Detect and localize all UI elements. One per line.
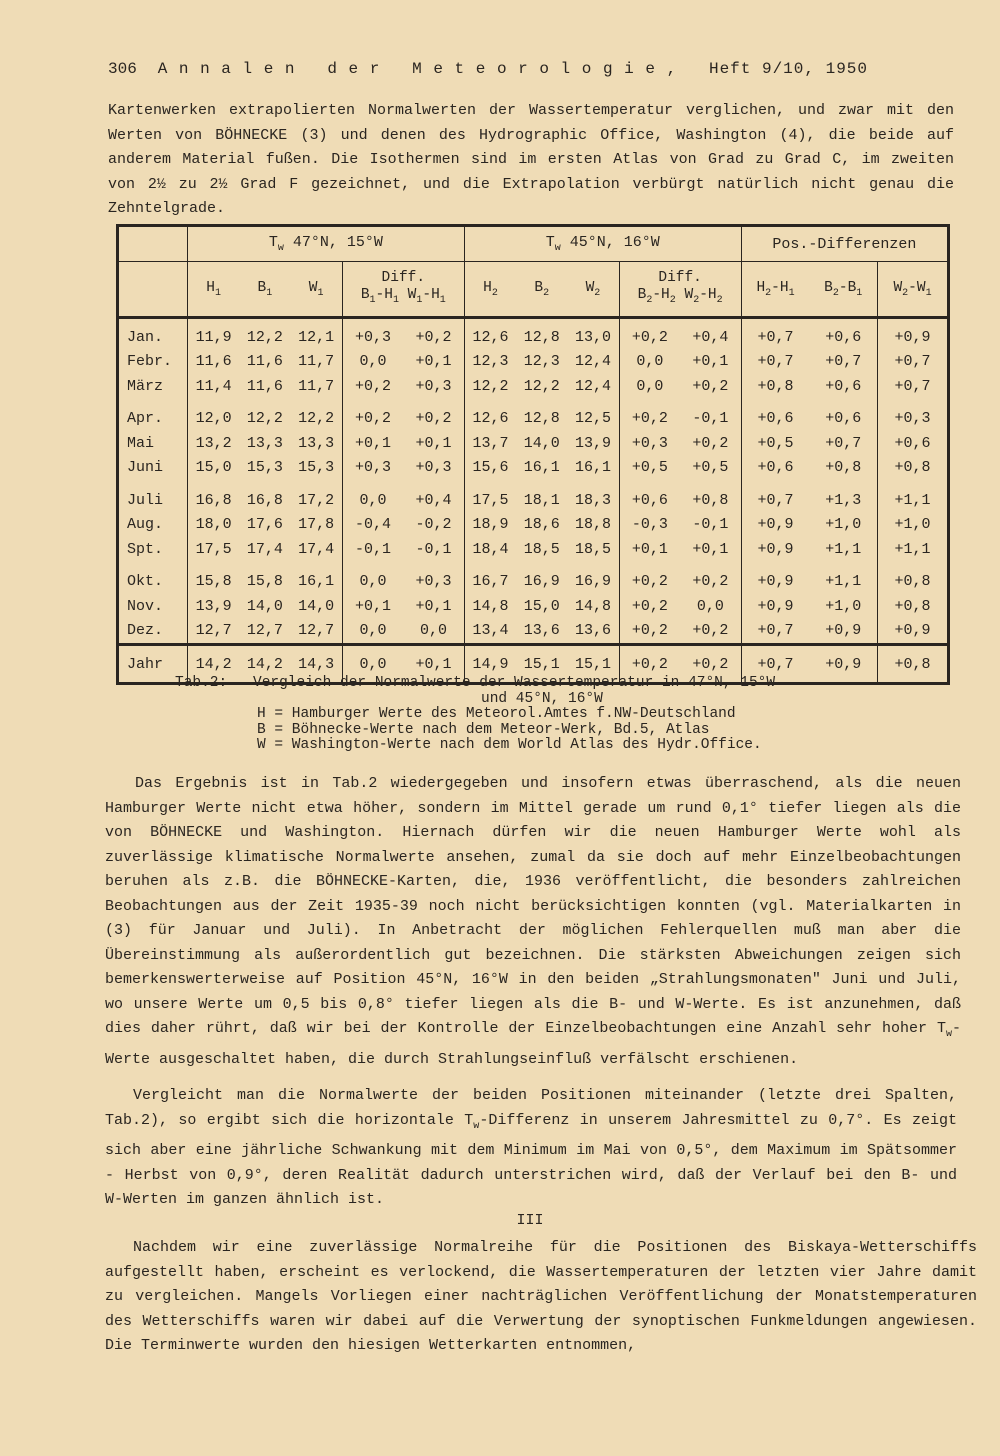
- table-cell: +0,2: [415, 328, 452, 346]
- table-cell: -0,1: [692, 516, 729, 534]
- table-cell: 12,0: [188, 399, 240, 432]
- table-cell: 14,2: [188, 645, 240, 684]
- table-cell: +0,7: [741, 350, 809, 375]
- month-label: Juni: [127, 459, 164, 477]
- table-cell: 18,1: [523, 491, 560, 509]
- table-group-header: [118, 226, 949, 262]
- table-cell: 12,2: [246, 410, 283, 428]
- table-cell: 15,8: [188, 562, 240, 595]
- col-diff-1: Diff. $B_1-H_1$ $W_1-H_1$: [342, 262, 464, 318]
- table-cell: 16,8: [188, 480, 240, 513]
- table-cell: +0,7: [825, 353, 862, 371]
- table-cell: +1,0: [825, 516, 862, 534]
- table-cell: 12,1: [298, 328, 335, 346]
- group-45n: $T_w$ 45°N, 16°W: [464, 226, 741, 262]
- table-cell: +0,8: [692, 491, 729, 509]
- table-cell: 12,3: [464, 350, 516, 375]
- table-row: [118, 318, 949, 350]
- table-cell: +0,2: [619, 562, 680, 595]
- table-cell: 13,6: [523, 622, 560, 640]
- table-cell: 11,7: [298, 377, 335, 395]
- col-w1: $W_1$: [290, 262, 342, 318]
- table-cell: 18,0: [188, 513, 240, 538]
- table-cell: +0,4: [415, 491, 452, 509]
- table-body: [118, 318, 949, 684]
- table-cell: +0,1: [619, 537, 680, 562]
- table-cell: +0,2: [619, 594, 680, 619]
- table-row: [118, 350, 949, 375]
- table-cell: 0,0: [342, 480, 403, 513]
- table-cell: 16,1: [523, 459, 560, 477]
- table-cell: -0,1: [415, 540, 452, 558]
- table-cell: +0,7: [741, 480, 809, 513]
- col-w2-w1: $W_2-W_1$: [878, 262, 949, 318]
- caption-def-w: W = Washington-Werte nach dem World Atlas des Hydr.Office.: [257, 737, 762, 753]
- col-b2: $B_2$: [516, 262, 567, 318]
- table-cell: 0,0: [342, 645, 403, 684]
- table-cell: 12,7: [298, 622, 335, 640]
- month-label: Apr.: [127, 410, 164, 428]
- table-cell: +0,2: [680, 645, 741, 684]
- table-cell: 18,9: [464, 513, 516, 538]
- table-cell: +0,1: [342, 594, 403, 619]
- table-row: [118, 619, 949, 645]
- table-cell: +0,1: [415, 353, 452, 371]
- table-cell: +0,8: [878, 562, 949, 595]
- col-b1: $B_1$: [239, 262, 290, 318]
- table-cell: +1,1: [878, 537, 949, 562]
- page-header: [108, 60, 868, 78]
- table-cell: 18,6: [523, 516, 560, 534]
- table-row: [118, 374, 949, 399]
- table-cell: +0,8: [741, 374, 809, 399]
- table-cell: 13,3: [246, 434, 283, 452]
- month-label: Juli: [127, 491, 164, 509]
- table-cell: -0,4: [342, 513, 403, 538]
- table-cell: 12,2: [298, 410, 335, 428]
- table-cell: 17,4: [298, 540, 335, 558]
- table-cell: 18,4: [464, 537, 516, 562]
- month-label: Mai: [127, 434, 155, 452]
- table-cell: 16,9: [523, 573, 560, 591]
- month-label: März: [127, 377, 164, 395]
- table-cell: 15,3: [246, 459, 283, 477]
- caption-line-2: und 45°N, 16°W: [481, 690, 603, 707]
- table-cell: -0,1: [342, 537, 403, 562]
- table-cell: 14,0: [246, 597, 283, 615]
- paragraph-intro: Kartenwerken extrapolierten Normalwerten der Wassertemperatur verglichen, und zwar mit den Werten von BÖHNECKE (3) und denen des Hydrographic Office, Washington (4), die beide auf anderem Material fußen. Die Isothermen sind im ersten Atlas von Grad zu Grad C, im zweiten von 2½ zu 2½ Grad F gezeichnet, und die Extrapolation verbürgt natürlich nicht genau die Zehntelgrade.: [108, 102, 954, 217]
- table-cell: 11,6: [246, 377, 283, 395]
- table-cell: +0,2: [619, 399, 680, 432]
- table-cell: +0,8: [878, 645, 949, 684]
- table-cell: +0,8: [878, 594, 949, 619]
- col-w2: $W_2$: [567, 262, 619, 318]
- table-cell: 15,1: [516, 645, 567, 684]
- table-cell: +1,1: [825, 573, 862, 591]
- month-label: Dez.: [127, 622, 164, 640]
- table-cell: +0,7: [878, 350, 949, 375]
- group-pos-diff: Pos.-Differenzen: [741, 226, 948, 262]
- table-cell: 11,4: [188, 374, 240, 399]
- table-cell: 12,5: [574, 410, 611, 428]
- month-label: Jahr: [118, 645, 188, 684]
- table-cell: 13,0: [574, 328, 611, 346]
- caption-label: Tab.2:: [175, 675, 228, 691]
- table-cell: +0,2: [619, 619, 680, 645]
- table-column-header: [118, 262, 949, 318]
- page-number: 306: [108, 60, 137, 78]
- table-cell: 12,2: [246, 328, 283, 346]
- col-diff-2: Diff. $B_2-H_2$ $W_2-H_2$: [619, 262, 741, 318]
- table-cell: +0,6: [741, 456, 809, 481]
- table-cell: 11,6: [246, 353, 283, 371]
- table-cell: +1,3: [825, 491, 862, 509]
- table-cell: 15,1: [567, 645, 619, 684]
- month-label: Okt.: [127, 573, 164, 591]
- month-label: Jan.: [127, 328, 164, 346]
- table-row: [118, 562, 949, 595]
- table-cell: +1,1: [878, 480, 949, 513]
- table-cell: 16,8: [246, 491, 283, 509]
- table-cell: 11,9: [188, 318, 240, 350]
- table-cell: 11,6: [188, 350, 240, 375]
- table-cell: 14,8: [574, 597, 611, 615]
- table-cell: -0,1: [692, 410, 729, 428]
- table-cell: 15,8: [246, 573, 283, 591]
- table-cell: +0,8: [878, 456, 949, 481]
- paragraph-comparison: Vergleicht man die Normalwerte der beiden Positionen miteinander (letzte drei Spalten, Tab.2), so ergibt sich die horizontale $T_w$-Differenz in unserem Jahresmittel zu 0,7°. Es zeigt sich aber eine jährliche Schwankung mit dem Minimum im Mai von 0,5°, dem Maximum im Spätsommer - Herbst von 0,9°, deren Realität dadurch unterstrichen wird, daß der Verlauf bei den B- und W-Werten im ganzen ähnlich ist.: [105, 1087, 957, 1208]
- table-cell: +0,2: [619, 645, 680, 684]
- table-cell: 14,2: [239, 645, 290, 684]
- table-cell: 17,5: [464, 480, 516, 513]
- table-cell: 12,7: [188, 619, 240, 645]
- table-cell: +0,2: [415, 410, 452, 428]
- table-cell: +0,9: [741, 537, 809, 562]
- table-cell: 12,3: [523, 353, 560, 371]
- table-cell: 0,0: [619, 374, 680, 399]
- table-cell: 12,7: [246, 622, 283, 640]
- table-cell: 17,8: [298, 516, 335, 534]
- col-b2-b1: $B_2-B_1$: [809, 262, 877, 318]
- table-cell: 13,4: [464, 619, 516, 645]
- table-cell: +0,6: [619, 480, 680, 513]
- table-cell: +1,1: [825, 540, 862, 558]
- caption-line-1: Vergleich der Normalwerte der Wassertemperatur in 47°N, 15°W: [253, 675, 776, 691]
- table-cell: +0,5: [692, 459, 729, 477]
- table-cell: +0,9: [878, 619, 949, 645]
- table-cell: +0,2: [342, 374, 403, 399]
- table-cell: 12,8: [523, 410, 560, 428]
- table-cell: 17,5: [188, 537, 240, 562]
- table-cell: 12,4: [574, 353, 611, 371]
- table-cell: +0,6: [878, 431, 949, 456]
- table-cell: 18,5: [523, 540, 560, 558]
- table-cell: +0,1: [415, 597, 452, 615]
- month-label: Febr.: [127, 353, 173, 371]
- table-cell: 16,1: [298, 573, 335, 591]
- table-cell: +0,9: [741, 562, 809, 595]
- table-cell: +0,9: [825, 622, 862, 640]
- table-cell: 15,3: [298, 459, 335, 477]
- table-cell: 15,0: [523, 597, 560, 615]
- table-row: [118, 399, 949, 432]
- table-cell: +0,6: [825, 328, 862, 346]
- table-cell: +0,2: [619, 318, 680, 350]
- col-h2-h1: $H_2-H_1$: [741, 262, 809, 318]
- table-cell: +0,2: [692, 434, 729, 452]
- table-cell: 16,9: [574, 573, 611, 591]
- paragraph-section-3: Nachdem wir eine zuverlässige Normalreihe für die Positionen des Biskaya-Wetterschiffs aufgestellt haben, erscheint es verlockend, die Wassertemperaturen der letzten vier Jahre damit zu vergleichen. Mangels Vorliegen einer nachträglichen Veröffentlichung der Monatstemperaturen des Wetterschiffs waren wir dabei auf die Verwertung der synoptischen Funkmeldungen angewiesen. Die Terminwerte wurden den hiesigen Wetterkarten entnommen,: [105, 1239, 977, 1354]
- table-cell: 0,0: [342, 562, 403, 595]
- table-cell: 14,0: [523, 434, 560, 452]
- col-h2: $H_2$: [464, 262, 516, 318]
- table-cell: +0,2: [692, 377, 729, 395]
- table-cell: 12,6: [464, 318, 516, 350]
- table-cell: +0,6: [825, 410, 862, 428]
- caption-def-h: H = Hamburger Werte des Meteorol.Amtes f.NW-Deutschland: [257, 706, 736, 722]
- table-cell: +0,9: [741, 513, 809, 538]
- table-cell: +0,3: [415, 377, 452, 395]
- table-cell: +0,3: [415, 459, 452, 477]
- table-cell: 14,3: [290, 645, 342, 684]
- table-cell: +0,9: [809, 645, 877, 684]
- col-h1: $H_1$: [188, 262, 240, 318]
- section-heading: III: [516, 1212, 544, 1229]
- table-cell: +0,5: [741, 431, 809, 456]
- table-cell: +0,8: [825, 459, 862, 477]
- table-cell: +0,7: [741, 645, 809, 684]
- paragraph-result: Das Ergebnis ist in Tab.2 wiedergegeben und insofern etwas überraschend, als die neuen Hamburger Werte nicht etwa höher, sondern im Mittel gerade um rund 0,1° tiefer liegen als die von BÖHNECKE und Washington. Hiernach dürfen wir die neuen Hamburger Werte wohl als zuverlässige klimatische Normalwerte ansehen, zumal da sie doch auf mehr Einzelbeobachtungen beruhen als z.B. die BÖHNECKE-Karten, die, 1936 veröffentlicht, die besonders zahlreichen Beobachtungen aus der Zeit 1935-39 noch nicht berücksichtigen konnten (vgl. Materialkarten in (3) für Januar und Juli). In Anbetracht der möglichen Fehlerquellen muß man aber die Übereinstimmung als außerordentlich gut bezeichnen. Die stärksten Abweichungen zeigen sich bemerkenswerterweise auf Position 45°N, 16°W in den beiden „Strahlungsmonaten" Juni und Juli, wo unsere Werte um 0,5 bis 0,8° tiefer liegen als die B- und W-Werte. Es ist anzunehmen, daß dies daher rührt, daß wir bei der Kontrolle der Einzelbeobachtungen eine Anzahl sehr hoher $T_w$-Werte ausgeschaltet haben, die durch Strahlungseinfluß verfälscht erschienen.: [105, 775, 961, 1068]
- table-cell: 12,8: [523, 328, 560, 346]
- table-cell: 13,9: [188, 594, 240, 619]
- table-cell: +0,1: [403, 645, 464, 684]
- table-cell: +0,3: [415, 573, 452, 591]
- caption-def-b: B = Böhnecke-Werte nach dem Meteor-Werk, Bd.5, Atlas: [257, 721, 710, 738]
- table-cell: +0,7: [741, 318, 809, 350]
- table-cell: +0,3: [342, 318, 403, 350]
- table-cell: +0,4: [692, 328, 729, 346]
- table-cell: 14,9: [464, 645, 516, 684]
- table-cell: +0,1: [692, 353, 729, 371]
- table-cell: 18,3: [574, 491, 611, 509]
- table-cell: 13,9: [574, 434, 611, 452]
- table-cell: +0,2: [692, 573, 729, 591]
- month-label: Spt.: [127, 540, 164, 558]
- table-cell: 17,4: [246, 540, 283, 558]
- table-cell: +0,3: [342, 456, 403, 481]
- table-cell: 0,0: [342, 350, 403, 375]
- table-cell: +0,2: [342, 399, 403, 432]
- table-cell: +0,9: [878, 318, 949, 350]
- table-cell: +1,0: [878, 513, 949, 538]
- table-2: [116, 224, 950, 685]
- table-row: [118, 431, 949, 456]
- table-cell: 16,7: [464, 562, 516, 595]
- table-cell: 12,2: [523, 377, 560, 395]
- table-cell: 12,2: [464, 374, 516, 399]
- table-row: [118, 456, 949, 481]
- table-cell: 0,0: [619, 350, 680, 375]
- table-cell: +0,1: [342, 431, 403, 456]
- table-cell: +0,7: [741, 619, 809, 645]
- table-cell: 12,6: [464, 399, 516, 432]
- table-cell: 13,2: [188, 431, 240, 456]
- table-row: [118, 594, 949, 619]
- month-label: Nov.: [127, 597, 164, 615]
- table-cell: -0,3: [619, 513, 680, 538]
- table-cell: +0,7: [825, 434, 862, 452]
- table-cell: 14,8: [464, 594, 516, 619]
- table-cell: +0,3: [619, 431, 680, 456]
- table-cell: 13,3: [298, 434, 335, 452]
- table-cell: +0,9: [741, 594, 809, 619]
- table-cell: 14,0: [298, 597, 335, 615]
- table-cell: 15,6: [464, 456, 516, 481]
- table-cell: +0,3: [878, 399, 949, 432]
- table-cell: 17,2: [298, 491, 335, 509]
- table-cell: 0,0: [342, 619, 403, 645]
- journal-title: A n n a l e n d e r M e t e o r o l o g i e , Heft 9/10, 1950: [157, 60, 868, 78]
- group-47n: $T_w$ 47°N, 15°W: [188, 226, 465, 262]
- table-cell: 15,0: [188, 456, 240, 481]
- table-cell: 0,0: [696, 597, 724, 615]
- table-row: [118, 513, 949, 538]
- table-cell: +0,7: [878, 374, 949, 399]
- table-caption: [175, 676, 895, 754]
- table-cell: 13,7: [464, 431, 516, 456]
- table-cell: +0,6: [741, 399, 809, 432]
- table-cell: 13,6: [574, 622, 611, 640]
- table-cell: 12,4: [574, 377, 611, 395]
- table-cell: 0,0: [420, 622, 448, 640]
- table-cell: -0,2: [415, 516, 452, 534]
- table-cell: +0,1: [415, 434, 452, 452]
- table-row: [118, 480, 949, 513]
- table-cell: +1,0: [825, 597, 862, 615]
- table-cell: +0,2: [692, 622, 729, 640]
- table-cell: 17,6: [246, 516, 283, 534]
- table-cell: 16,1: [574, 459, 611, 477]
- table-cell: 18,8: [574, 516, 611, 534]
- table-row: [118, 537, 949, 562]
- table-cell: +0,6: [825, 377, 862, 395]
- table-cell: 18,5: [574, 540, 611, 558]
- month-label: Aug.: [127, 516, 164, 534]
- table-cell: 11,7: [298, 353, 335, 371]
- table-cell: +0,1: [692, 540, 729, 558]
- table-cell: +0,5: [619, 456, 680, 481]
